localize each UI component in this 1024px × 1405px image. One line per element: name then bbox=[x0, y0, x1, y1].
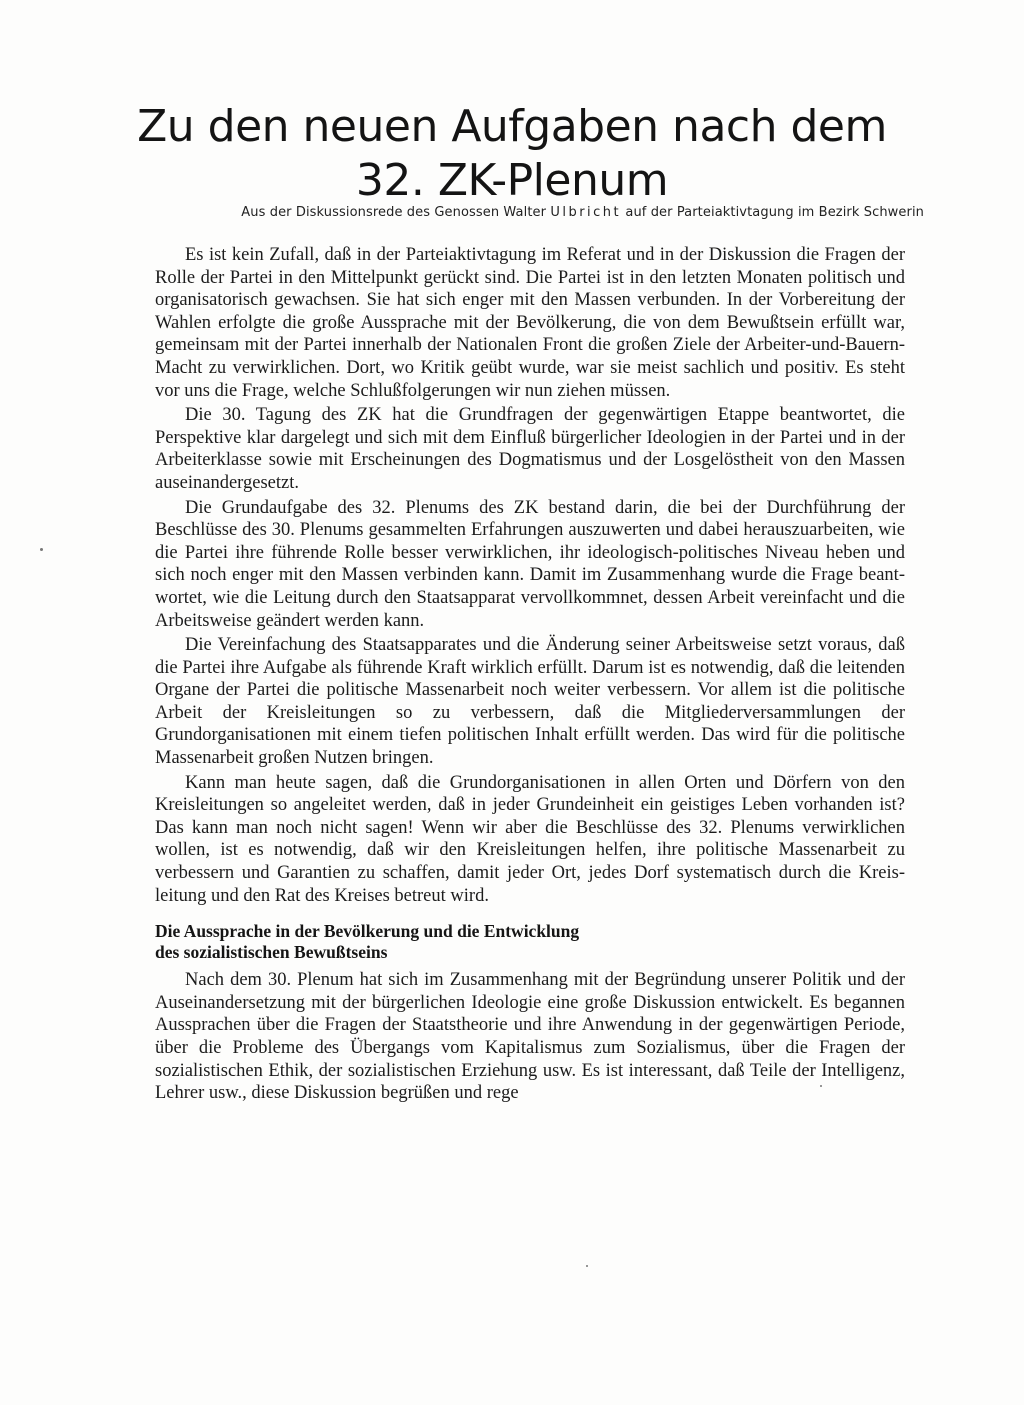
section-heading bbox=[155, 921, 905, 963]
print-speck bbox=[586, 1265, 588, 1267]
subtitle-prefix: Aus der Diskussionsrede des Genossen Walter bbox=[241, 205, 547, 220]
article-subtitle bbox=[150, 205, 924, 221]
section-heading-line-1: Die Aussprache in der Bevölkerung und die Entwicklung bbox=[155, 921, 580, 942]
paragraph-5: Kann man heute sagen, daß die Grundorganisationen in allen Orten und Dörfern von den Kreisleitungen so angeleitet werden, daß in jeder Grundeinheit ein geistiges Leben vorhanden ist? Das kann man noch nicht sagen! Wenn wir aber die Beschlüsse des 32. Plenums verwirklichen wollen, ist es notwendig, daß wir den Kreisleitungen helfen, ihre politische Massenarbeit zu verbessern und Garantien zu schaffen, damit jeder Ort, jedes Dorf systematisch durch die Kreisleitung und den Rat des Kreises betreut wird. bbox=[155, 772, 905, 906]
paragraph-2: Die 30. Tagung des ZK hat die Grundfragen der gegenwärtigen Etappe beantwortet, die Perspektive klar dargelegt und sich mit dem Einfluß bürgerlicher Ideologien in der Partei und in der Arbeiterklasse sowie mit Erscheinungen des Dogmatismus und der Losgelöstheit von den Massen auseinandergesetzt. bbox=[155, 405, 905, 493]
paragraph-3: Die Grundaufgabe des 32. Plenums des ZK bestand darin, die bei der Durchführung der Beschlüsse des 30. Plenums gesammelten Erfahrungen auszuwerten und dabei herauszuarbeiten, wie die Partei ihre führende Rolle besser verwirklichen, ihr ideologisch-politisches Niveau heben und sich noch enger mit den Massen verbinden kann. Damit im Zusammenhang wurde die Frage beantwortet, wie die Leitung durch den Staatsapparat vervollkommnet, dessen Arbeit vereinfacht und die Arbeitsweise geändert werden kann. bbox=[155, 497, 905, 631]
article-body bbox=[155, 244, 905, 1107]
paragraph-1: Es ist kein Zufall, daß in der Parteiaktivtagung im Referat und in der Diskussion die Fragen der Rolle der Partei in den Mittelpunkt gerückt sind. Die Partei ist in den letzten Monaten politisch und organisatorisch gewachsen. Sie hat sich enger mit den Massen verbunden. In der Vorbereitung der Wahlen erfolgte die große Aussprache mit der Bevölkerung, die von dem Bewußtsein erfüllt war, gemeinsam mit der Partei innerhalb der Nationalen Front die großen Ziele der Arbeiter-und-Bauern-Macht zu verwirklichen. Dort, wo Kritik geübt wurde, war sie meist sachlich und positiv. Es steht vor uns die Frage, welche Schlußfolgerungen wir nun ziehen müssen. bbox=[155, 245, 905, 401]
title-line-2: 32. ZK-Plenum bbox=[355, 155, 669, 206]
print-speck bbox=[40, 548, 43, 551]
title-line-1: Zu den neuen Aufgaben nach dem bbox=[137, 101, 887, 152]
article-title bbox=[100, 100, 924, 208]
subtitle-author-name: Ulbricht bbox=[550, 205, 622, 220]
subtitle-suffix: auf der Parteiaktivtagung im Bezirk Schwerin bbox=[625, 205, 924, 220]
section-heading-line-2: des sozialistischen Bewußtseins bbox=[155, 942, 388, 963]
paragraph-4: Die Vereinfachung des Staatsapparates und die Änderung seiner Arbeitsweise setzt voraus, daß die Partei ihre Aufgabe als führende Kraft wirklich erfüllt. Darum ist es notwendig, daß die leitenden Organe der Partei die politische Massenarbeit noch weiter verbessern. Vor allem ist die politische Arbeit der Kreisleitungen so zu verbessern, daß die Mitgliederversammlungen der Grundorganisationen mit einem tiefen politischen Inhalt erfüllt werden. Das wird für die politische Massenarbeit großen Nutzen bringen. bbox=[155, 635, 905, 769]
print-speck bbox=[820, 1085, 822, 1087]
section-paragraph: Nach dem 30. Plenum hat sich im Zusammenhang mit der Begründung unserer Politik und der Auseinandersetzung mit der bürgerlichen Ideologie eine große Diskussion entwickelt. Es begannen Aussprachen über die Fragen der Staatstheorie und ihre Anwendung in der gegenwärtigen Periode, über die Probleme des Übergangs vom Kapitalismus zum Sozialismus, über die Fragen der sozialistischen Ethik, der sozialistischen Erziehung usw. Es ist interessant, daß Teile der Intelligenz, Lehrer usw., diese Diskussion begrüßen und rege bbox=[155, 970, 905, 1104]
